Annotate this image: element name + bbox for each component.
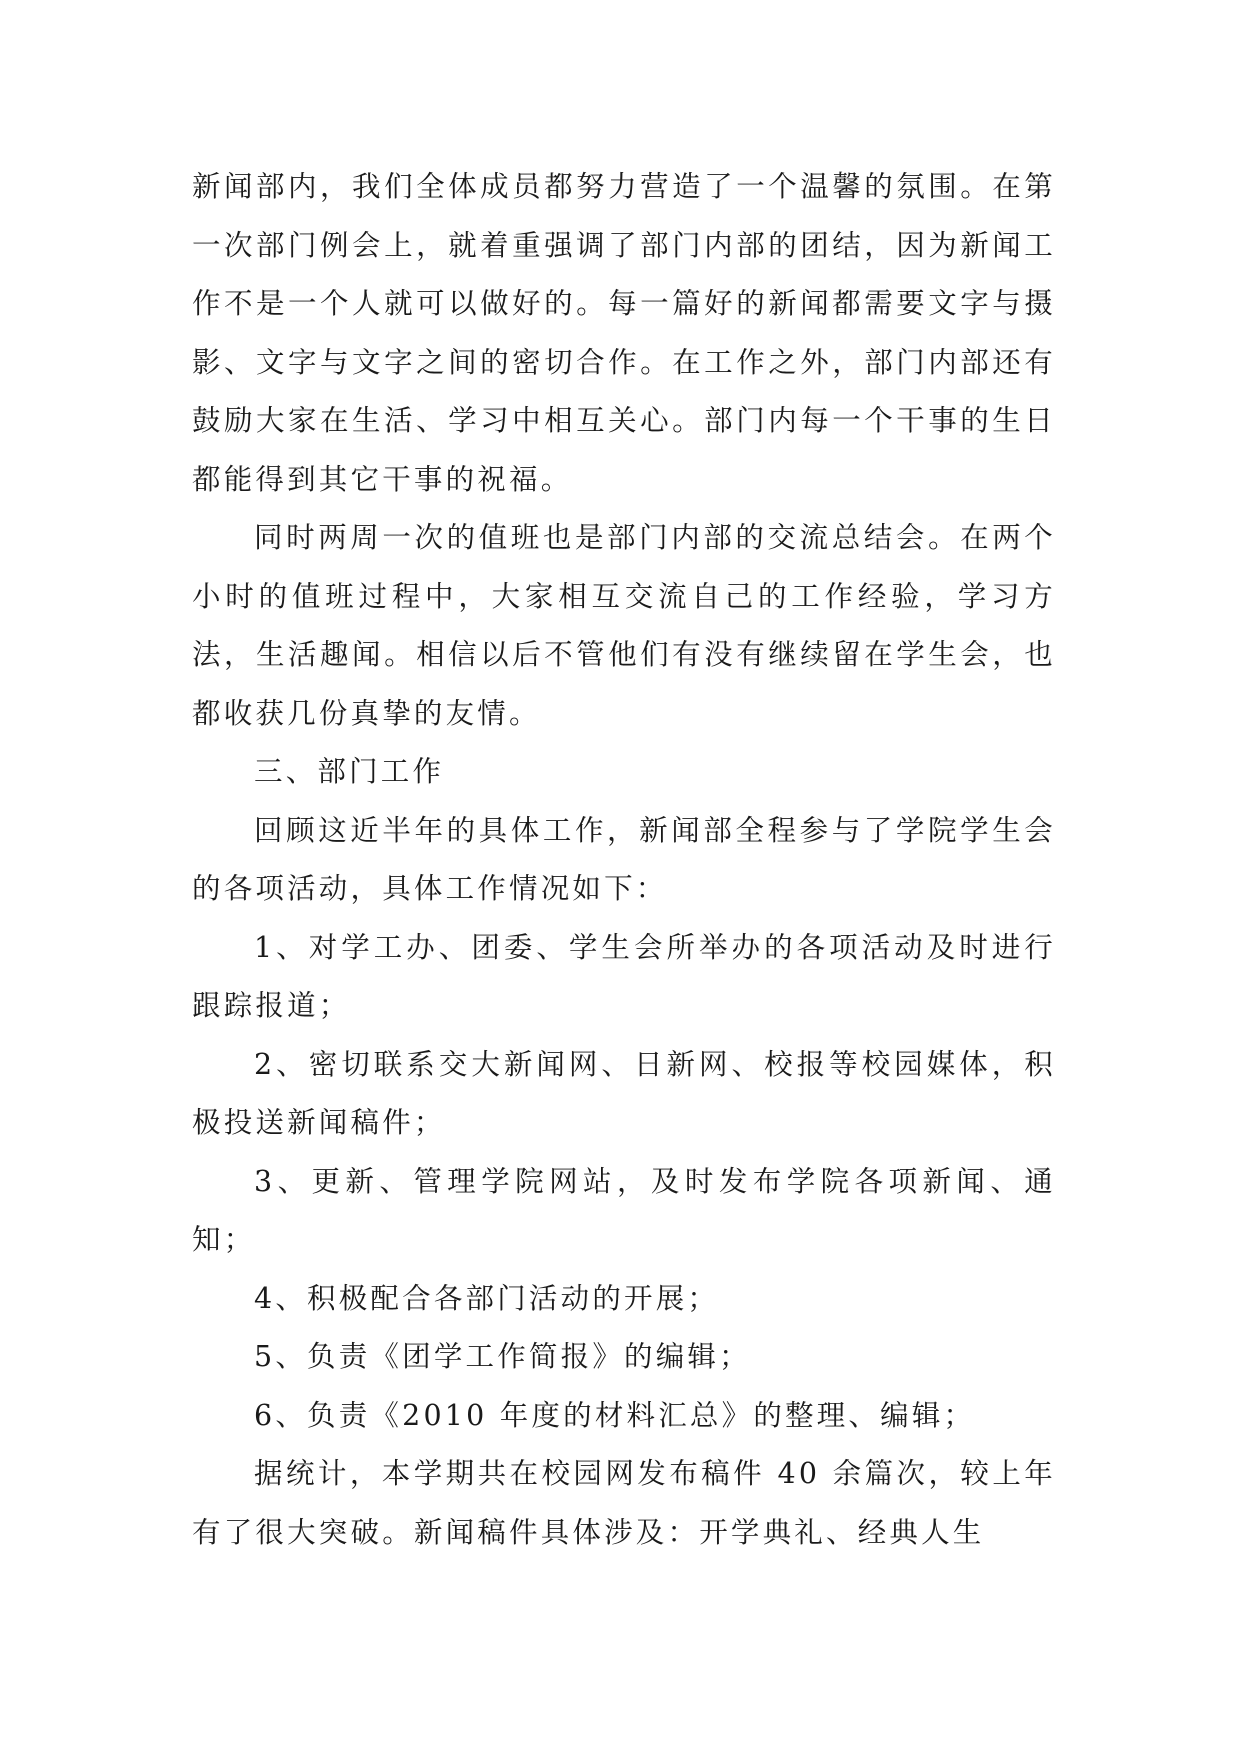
paragraph-work-review: 回顾这近半年的具体工作，新闻部全程参与了学院学生会的各项活动，具体工作情况如下： — [192, 813, 1056, 905]
paragraph-team-atmosphere: 新闻部内，我们全体成员都努力营造了一个温馨的氛围。在第一次部门例会上，就着重强调了部门内部的团结，因为新闻工作不是一个人就可以做好的。每一篇好的新闻都需要文字与摄影、文字与文字之间的密切合作。在工作之外，部门内部还有鼓励大家在生活、学习中相互关心。部门内每一个干事的生日都能得到其它干事的祝福。 — [192, 170, 1056, 496]
paragraph-duty-exchange: 同时两周一次的值班也是部门内部的交流总结会。在两个小时的值班过程中，大家相互交流自己的工作经验，学习方法，生活趣闻。相信以后不管他们有没有继续留在学生会，也都收获几份真挚的友情。 — [192, 521, 1056, 730]
document-page — [192, 158, 1056, 1562]
list-item-2: 2、密切联系交大新闻网、日新网、校报等校园媒体，积极投送新闻稿件； — [192, 1047, 1056, 1139]
list-item-6: 6、负责《2010 年度的材料汇总》的整理、编辑； — [254, 1398, 976, 1432]
list-item-1: 1、对学工办、团委、学生会所举办的各项活动及时进行跟踪报道； — [192, 930, 1056, 1022]
list-item-3: 3、更新、管理学院网站，及时发布学院各项新闻、通知； — [192, 1164, 1056, 1256]
section-heading-department-work: 三、部门工作 — [254, 755, 445, 788]
paragraph-statistics: 据统计，本学期共在校园网发布稿件 40 余篇次，较上年有了很大突破。新闻稿件具体涉及：开学典礼、经典人生 — [192, 1457, 1056, 1549]
list-item-4: 4、积极配合各部门活动的开展； — [254, 1281, 720, 1315]
list-item-5: 5、负责《团学工作简报》的编辑； — [254, 1340, 751, 1373]
